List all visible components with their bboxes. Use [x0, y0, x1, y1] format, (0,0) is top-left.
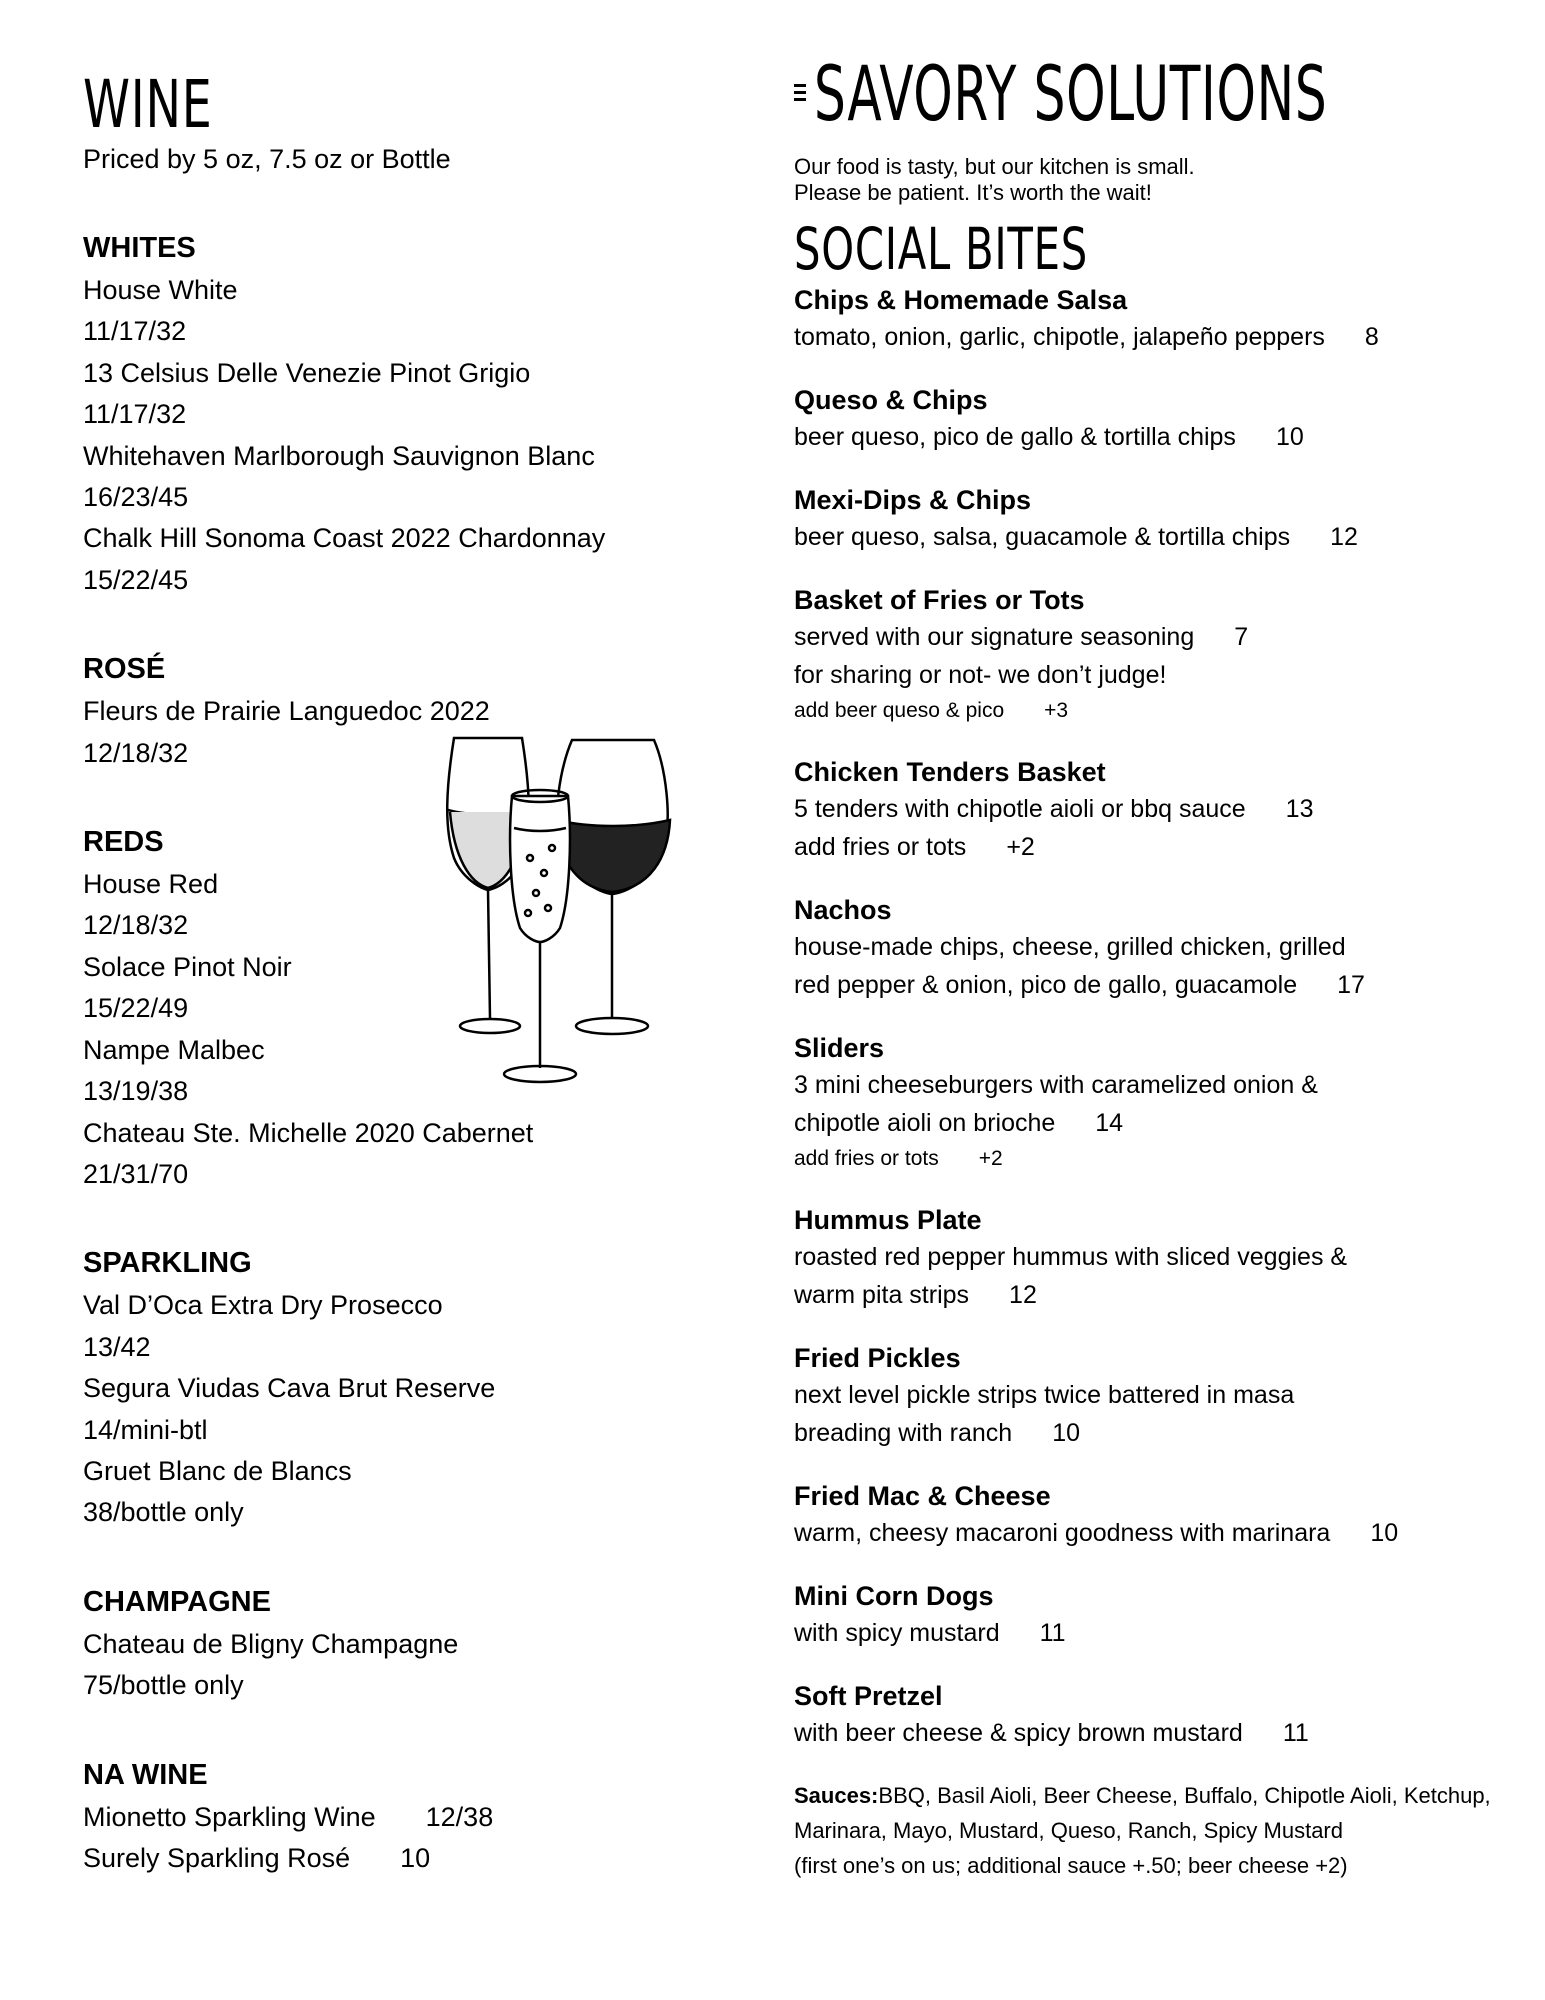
menu-item-description: for sharing or not- we don’t judge! — [794, 661, 1167, 689]
menu-item-name: Chicken Tenders Basket — [794, 757, 1106, 787]
brand-name: SAVORY SOLUTIONS — [814, 49, 1328, 138]
menu-item-price: 14 — [1095, 1109, 1124, 1137]
menu-item-description: with beer cheese & spicy brown mustard — [794, 1719, 1243, 1747]
wine-line — [83, 270, 723, 311]
menu-item-price: 11 — [1039, 1619, 1066, 1647]
menu-item — [794, 1340, 1524, 1452]
menu-item-name: Chips & Homemade Salsa — [794, 285, 1128, 315]
wine-line-text: House White — [83, 275, 238, 305]
menu-item-price: 10 — [1370, 1519, 1399, 1547]
menu-item-description: warm pita strips — [794, 1281, 970, 1309]
menu-item-line — [794, 318, 1524, 356]
wine-line — [83, 1113, 723, 1154]
menu-item-line — [794, 1142, 1524, 1176]
menu-item-line — [794, 1238, 1524, 1276]
menu-item-description: red pepper & onion, pico de gallo, guacamole — [794, 971, 1298, 999]
wine-line — [83, 394, 723, 435]
menu-item-description: 3 mini cheeseburgers with caramelized onion & — [794, 1071, 1318, 1099]
wine-line-text: 12/18/32 — [83, 737, 189, 768]
menu-item-description: next level pickle strips twice battered in masa — [794, 1381, 1295, 1409]
menu-item-description: breading with ranch — [794, 1419, 1013, 1447]
wine-line-text: 14/mini-btl — [83, 1414, 208, 1445]
sauces-pricing: (first one’s on us; additional sauce +.50; beer cheese +2) — [794, 1853, 1348, 1878]
menu-item-price: 13 — [1285, 795, 1314, 823]
wine-line-text: Gruet Blanc de Blancs — [83, 1455, 352, 1486]
wine-line — [83, 1451, 723, 1492]
menu-item-line — [794, 966, 1524, 1004]
menu-item-name: Mexi-Dips & Chips — [794, 485, 1032, 515]
menu-item-name: Fried Mac & Cheese — [794, 1481, 1051, 1511]
wine-line — [83, 1624, 723, 1665]
wine-line-text: Surely Sparkling Rosé — [83, 1842, 351, 1873]
wine-line-text: 11/17/32 — [83, 316, 187, 347]
menu-item-line — [794, 1276, 1524, 1314]
menu-item-description: warm, cheesy macaroni goodness with marinara — [794, 1519, 1331, 1547]
menu-item-description: beer queso, pico de gallo & tortilla chips — [794, 423, 1236, 451]
brand-header — [794, 49, 1524, 138]
wine-section — [83, 226, 723, 601]
menu-item-description: house-made chips, cheese, grilled chicken, grilled — [794, 933, 1346, 961]
menu-item-description: 5 tenders with chipotle aioli or bbq sauce — [794, 795, 1246, 823]
wine-line — [83, 311, 723, 352]
social-bites-list — [794, 282, 1524, 1752]
menu-item-description: chipotle aioli on brioche — [794, 1109, 1056, 1137]
menu-item-price: 10 — [1275, 423, 1304, 451]
wine-line — [83, 1327, 723, 1368]
menu-item-line — [794, 418, 1524, 456]
menu-item-line — [794, 518, 1524, 556]
wine-line-text: Fleurs de Prairie Languedoc 2022 — [83, 696, 490, 727]
wine-line — [83, 353, 723, 394]
sauces-note — [794, 1778, 1524, 1883]
wine-line-text: 15/22/45 — [83, 564, 189, 595]
menu-item-line — [794, 1376, 1524, 1414]
menu-item-line — [794, 790, 1524, 828]
wine-line — [83, 1492, 723, 1533]
menu-item-line — [794, 618, 1524, 656]
wine-line — [83, 1154, 723, 1195]
menu-item-line — [794, 1066, 1524, 1104]
menu-item-description: beer queso, salsa, guacamole & tortilla chips — [794, 523, 1291, 551]
wine-section-title: NA WINE — [83, 1758, 208, 1791]
wine-line-text: 11/17/32 — [83, 399, 187, 430]
menu-item — [794, 1202, 1524, 1314]
menu-lines-icon — [794, 84, 806, 105]
wine-glasses-illustration — [440, 728, 690, 1098]
menu-item-line — [794, 828, 1524, 866]
wine-line — [83, 560, 723, 601]
wine-line-text: 16/23/45 — [83, 482, 189, 513]
wine-section-title: SPARKLING — [83, 1247, 252, 1280]
menu-item-price: 8 — [1364, 323, 1379, 351]
menu-item-line — [794, 928, 1524, 966]
wine-line-text: House Red — [83, 869, 219, 900]
wine-line — [83, 1368, 723, 1409]
menu-item-price: 7 — [1234, 623, 1249, 651]
menu-item-price: +2 — [978, 1147, 1003, 1170]
menu-item-price: 12 — [1330, 523, 1358, 551]
wine-line-text: 13/19/38 — [83, 1076, 189, 1107]
wine-line-text: 13/42 — [83, 1331, 151, 1362]
menu-item — [794, 754, 1524, 866]
wine-line-text: Chalk Hill Sonoma Coast 2022 Chardonnay — [83, 523, 606, 554]
menu-item-description: add fries or tots — [794, 1147, 939, 1170]
menu-item-price: +3 — [1044, 699, 1069, 722]
menu-item-name: Basket of Fries or Tots — [794, 585, 1085, 615]
wine-line — [83, 691, 723, 732]
wine-section-title: REDS — [83, 826, 164, 859]
menu-item-name: Queso & Chips — [794, 385, 988, 415]
menu-item-line — [794, 1514, 1524, 1552]
wine-line-text: Mionetto Sparkling Wine — [83, 1801, 376, 1832]
menu-item-description: tomato, onion, garlic, chipotle, jalapeño peppers — [794, 323, 1325, 351]
wine-line-text: 21/31/70 — [83, 1158, 189, 1189]
wine-section — [83, 1580, 723, 1707]
menu-item — [794, 892, 1524, 1004]
wine-line — [83, 1838, 723, 1879]
menu-item-line — [794, 1104, 1524, 1142]
wine-line-text: Val D’Oca Extra Dry Prosecco — [83, 1290, 443, 1321]
menu-item-price: +2 — [1006, 833, 1035, 861]
sauces-list: BBQ, Basil Aioli, Beer Cheese, Buffalo, Chipotle Aioli, Ketchup, Marinara, Mayo, Mustard, Queso, Ranch, Spicy Mustard — [794, 1783, 1491, 1843]
wine-line — [83, 1285, 723, 1326]
menu-item — [794, 1030, 1524, 1176]
menu-item-line — [794, 694, 1524, 728]
wine-section-title: WHITES — [83, 232, 196, 264]
menu-item-line — [794, 1614, 1524, 1652]
wine-line-text: 13 Celsius Delle Venezie Pinot Grigio — [83, 357, 531, 388]
menu-item — [794, 1678, 1524, 1752]
menu-item — [794, 1478, 1524, 1552]
wine-line-text: 75/bottle only — [83, 1670, 244, 1701]
wine-line — [83, 1665, 723, 1706]
menu-item-name: Hummus Plate — [794, 1205, 982, 1235]
menu-item — [794, 482, 1524, 556]
menu-item-price: 10 — [1052, 1419, 1081, 1447]
wine-line — [83, 1797, 723, 1838]
menu-item-name: Mini Corn Dogs — [794, 1581, 994, 1611]
wine-title: WINE — [83, 66, 213, 143]
menu-item-description: add beer queso & pico — [794, 699, 1005, 722]
wine-line — [83, 1410, 723, 1451]
wine-line-text: Solace Pinot Noir — [83, 951, 292, 982]
menu-item-name: Sliders — [794, 1033, 885, 1063]
wine-section-title: CHAMPAGNE — [83, 1585, 271, 1618]
menu-item — [794, 1578, 1524, 1652]
wine-section — [83, 1241, 723, 1533]
food-column — [794, 49, 1524, 1883]
red-wine-glass-icon — [556, 740, 670, 1034]
wine-line-text: Chateau de Bligny Champagne — [83, 1628, 459, 1659]
menu-item-description: served with our signature seasoning — [794, 623, 1195, 651]
tagline-line: Our food is tasty, but our kitchen is small. — [794, 154, 1195, 179]
menu-item-description: roasted red pepper hummus with sliced veggies & — [794, 1243, 1348, 1271]
menu-item — [794, 282, 1524, 356]
wine-line-price: 12/38 — [425, 1801, 494, 1832]
menu-item-price: 17 — [1337, 971, 1365, 999]
wine-line-text: Nampe Malbec — [83, 1034, 265, 1065]
wine-line — [83, 518, 723, 559]
menu-item-line — [794, 656, 1524, 694]
menu-item-price: 11 — [1282, 1719, 1309, 1747]
menu-item-description: with spicy mustard — [794, 1619, 1000, 1647]
wine-line — [83, 477, 723, 518]
wine-line-price: 10 — [400, 1842, 431, 1873]
menu-item-name: Nachos — [794, 895, 892, 925]
tagline — [794, 154, 1524, 206]
wine-line-text: Segura Viudas Cava Brut Reserve — [83, 1373, 496, 1404]
wine-line-text: 12/18/32 — [83, 910, 189, 941]
wine-subtitle: Priced by 5 oz, 7.5 oz or Bottle — [83, 144, 451, 174]
wine-line — [83, 436, 723, 477]
menu-item-description: add fries or tots — [794, 833, 967, 861]
menu-item — [794, 382, 1524, 456]
menu-item-name: Fried Pickles — [794, 1343, 961, 1373]
menu-item-name: Soft Pretzel — [794, 1681, 943, 1711]
champagne-flute-icon — [504, 790, 576, 1082]
tagline-line: Please be patient. It’s worth the wait! — [794, 180, 1152, 205]
menu-item-line — [794, 1714, 1524, 1752]
menu-item — [794, 582, 1524, 728]
social-bites-title: SOCIAL BITES — [794, 215, 1088, 283]
wine-section — [83, 1753, 723, 1880]
wine-line-text: Whitehaven Marlborough Sauvignon Blanc — [83, 440, 595, 471]
sauces-label: Sauces: — [794, 1783, 879, 1808]
menu-item-line — [794, 1414, 1524, 1452]
wine-line-text: 15/22/49 — [83, 993, 189, 1024]
wine-line-text: 38/bottle only — [83, 1497, 244, 1528]
wine-line-text: Chateau Ste. Michelle 2020 Cabernet — [83, 1117, 534, 1148]
menu-item-price: 12 — [1009, 1281, 1037, 1309]
wine-section-title: ROSÉ — [83, 653, 166, 686]
